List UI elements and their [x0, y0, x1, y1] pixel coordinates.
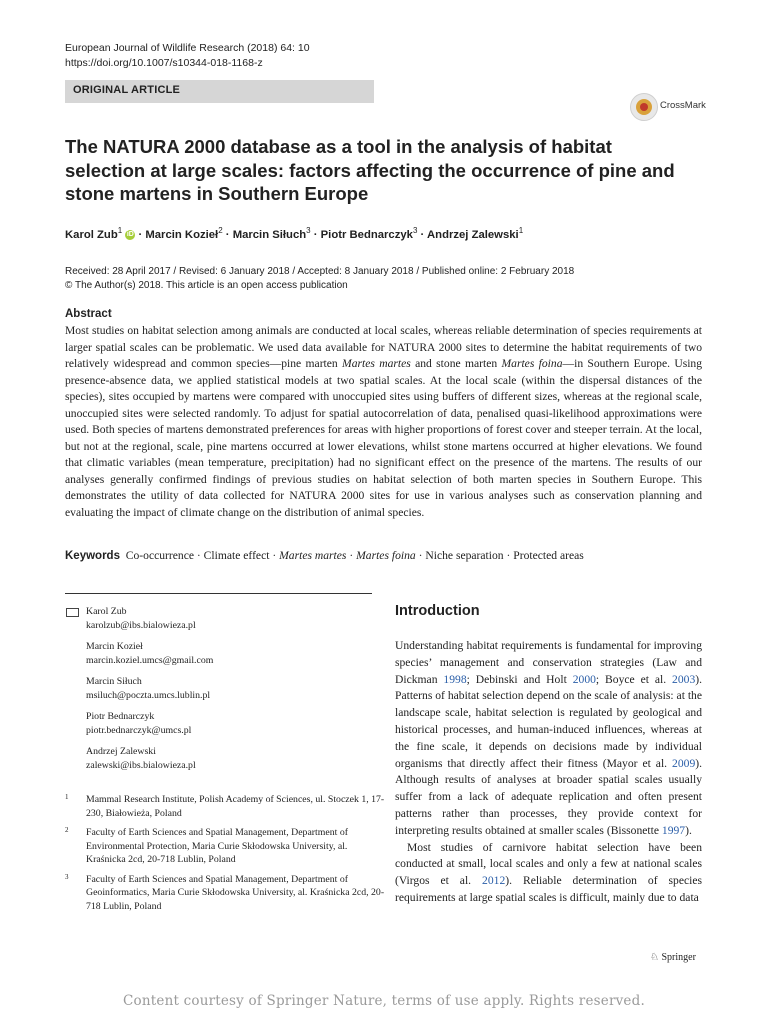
springer-horse-icon: ♘ — [650, 952, 659, 963]
contact-list — [65, 605, 385, 780]
section-heading: Introduction — [395, 603, 480, 619]
citation-link[interactable]: 1997 — [661, 823, 686, 837]
affiliation-text: Mammal Research Institute, Polish Academy of Sciences, ul. Stoczek 1, 17-230, Białowieża, Poland — [86, 794, 385, 819]
contact-name: Marcin Kozieł — [86, 641, 143, 652]
keyword: Climate effect — [203, 549, 270, 562]
contact-item — [65, 745, 385, 772]
crossmark-label: CrossMark — [660, 100, 706, 111]
contact-name: Andrzej Zalewski — [86, 746, 156, 757]
affiliation-item — [65, 793, 385, 820]
citation-link[interactable]: 2003 — [672, 672, 696, 686]
paragraph: Most studies of carnivore habitat selection have been conducted at small, local scales and only a few at national scales (Virgos et al. 2012). Reliable determination of species requirements at large spatial scales is difficult, mainly due to data — [395, 840, 703, 904]
keyword: Martes foina — [356, 549, 416, 562]
keyword: Protected areas — [513, 549, 584, 562]
citation-link[interactable]: 2012 — [482, 874, 506, 888]
springer-logo — [650, 952, 696, 963]
crossmark-icon — [630, 93, 658, 121]
affiliation-item — [65, 873, 385, 914]
contact-email[interactable]: karolzub@ibs.bialowieza.pl — [86, 619, 196, 631]
author-list: Karol Zub$^1$ iD · Marcin Kozieł$^2$ · Marcin Siłuch$^3$ · Piotr Bednarczyk$^3$ · Andrzej Zalewski$^1$ — [65, 226, 524, 241]
footer-notice: Content courtesy of Springer Nature, terms of use apply. Rights reserved. — [123, 993, 645, 1009]
orcid-icon[interactable]: iD — [126, 230, 134, 238]
affiliation-number: 2 — [65, 826, 69, 834]
affiliation-item — [65, 826, 385, 867]
affiliation-text: Faculty of Earth Sciences and Spatial Management, Department of Geoinformatics, Maria Curie Skłodowska University, al. Kraśnicka 2cd, 20-718 Lublin, Poland — [86, 873, 385, 912]
doi-link[interactable]: https://doi.org/10.1007/s10344-018-1168-z — [65, 57, 263, 69]
author-affil: 1 — [117, 226, 123, 235]
divider — [65, 593, 372, 594]
contact-email[interactable]: marcin.koziel.umcs@gmail.com — [86, 654, 214, 666]
keyword: Niche separation — [425, 549, 504, 562]
contact-item — [65, 710, 385, 737]
author-name[interactable]: Piotr Bednarczyk — [320, 228, 413, 241]
contact-item — [65, 605, 385, 632]
author-name[interactable]: Marcin Siłuch — [232, 228, 307, 241]
contact-item — [65, 640, 385, 667]
affiliation-text: Faculty of Earth Sciences and Spatial Management, Department of Environmental Protection, Maria Curie Skłodowska University, al. Kraśnicka 2cd, 20-718 Lublin, Poland — [86, 827, 348, 865]
contact-email[interactable]: msiluch@poczta.umcs.lublin.pl — [86, 689, 211, 701]
citation-link[interactable]: 2000 — [572, 672, 596, 686]
contact-email[interactable]: piotr.bednarczyk@umcs.pl — [86, 724, 192, 736]
article-title: The NATURA 2000 database as a tool in the analysis of habitat selection at large scales: factors affecting the occurrence of pine and stone martens in Southern Europe — [65, 136, 675, 204]
affiliation-number: 3 — [65, 872, 69, 881]
author-affil: 3 — [412, 226, 418, 235]
affiliation-number: 1 — [65, 793, 69, 801]
springer-label: Springer — [661, 952, 696, 963]
open-access-note: © The Author(s) 2018. This article is an open access publication — [65, 280, 348, 291]
citation-link[interactable]: 1998 — [443, 672, 467, 686]
abstract-heading: Abstract — [65, 308, 112, 320]
species-name: Martes martes — [342, 357, 411, 370]
keyword: Co-occurrence — [125, 549, 194, 562]
journal-header — [65, 41, 310, 71]
paragraph: Understanding habitat requirements is fundamental for improving species’ management and conservation strategies (Law and Dickman 1998; Debinski and Holt 2000; Boyce et al. 2003). Patterns of habitat selection depend on the scale of analysis: at the landscape scale, habitat selection is regulated by geological and historical processes, and human-induced influences, whereas at the fine scale, it depends on decisions made by individual organisms that directly affect their fitness (Mayor et al. 2009). Although results of analyses at broader spatial scales usually suffer from a lack of adequate replication and often present patterns rather than processes, they provide context for interpreting results obtained at smaller scales (Bissonette 1997). — [395, 639, 702, 837]
author-name[interactable]: Marcin Kozieł — [145, 228, 219, 241]
keywords-label: Keywords — [65, 550, 120, 562]
author-affil: 1 — [518, 226, 524, 235]
article-dates — [65, 265, 574, 293]
contact-name: Marcin Siłuch — [86, 676, 142, 687]
contact-item — [65, 675, 385, 702]
envelope-icon — [66, 608, 79, 617]
contact-name: Karol Zub — [86, 606, 127, 617]
citation-link[interactable]: 2009 — [672, 756, 696, 770]
keyword: Martes martes — [279, 549, 347, 562]
author-name[interactable]: Andrzej Zalewski — [427, 228, 519, 241]
keywords: Keywords Co-occurrence · Climate effect · Martes martes · Martes foina · Niche separation · Protected areas — [65, 549, 584, 562]
article-type-label: ORIGINAL ARTICLE — [73, 84, 181, 96]
article-type-bar — [65, 80, 374, 103]
affiliation-list — [65, 793, 385, 919]
copyright-icon: © — [65, 280, 75, 291]
species-name: Martes foina — [501, 357, 563, 370]
contact-email[interactable]: zalewski@ibs.bialowieza.pl — [86, 759, 196, 771]
abstract-text: Most studies on habitat selection among animals are conducted at local scales, whereas reliable determination of species requirements at larger spatial scales can be problematic. We used data available for NATURA 2000 sites to determine the habitat requirements of two relatively widespread and common species—pine marten Martes martes and stone marten Martes foina—in Southern Europe. Using presence-absence data, we applied statistical models at two spatial scales. At the local scale (within the dispersal distances of the species), sites occupied by martens were compared with unoccupied sites using buffers of different sizes, whereas at the regional scale, unoccupied sites were selected randomly. To adjust for spatial autocorrelation of data, penalised quasi-likelihood approximations were used. Both species of martens demonstrated preferences for areas with higher proportions of forest cover and steeper terrain. At the local, but not at the regional, scale, pine martens occurred at lower elevations, whilst stone martens occurred at higher elevations. We found that climatic variables (mean temperature, precipitation) had no significant effect on the presence of the martens. The results of our analyses generally confirmed findings of previous studies on habitat selection of both marten species in Southern Europe. This demonstrates the utility of data collected for NATURA 2000 sites for use in various analyses such as conservation planning and evaluating the impact of climate change on the distribution of animal species. — [65, 324, 703, 519]
contact-name: Piotr Bednarczyk — [86, 711, 155, 722]
author-name[interactable]: Karol Zub — [65, 228, 118, 241]
journal-citation: European Journal of Wildlife Research (2018) 64: 10 — [65, 42, 310, 54]
history-dates: Received: 28 April 2017 / Revised: 6 January 2018 / Accepted: 8 January 2018 / Published online: 2 February 2018 — [65, 266, 575, 277]
author-affil: 2 — [218, 226, 223, 235]
crossmark-badge[interactable] — [630, 93, 730, 121]
introduction-text — [395, 638, 702, 907]
author-affil: 3 — [306, 226, 311, 235]
